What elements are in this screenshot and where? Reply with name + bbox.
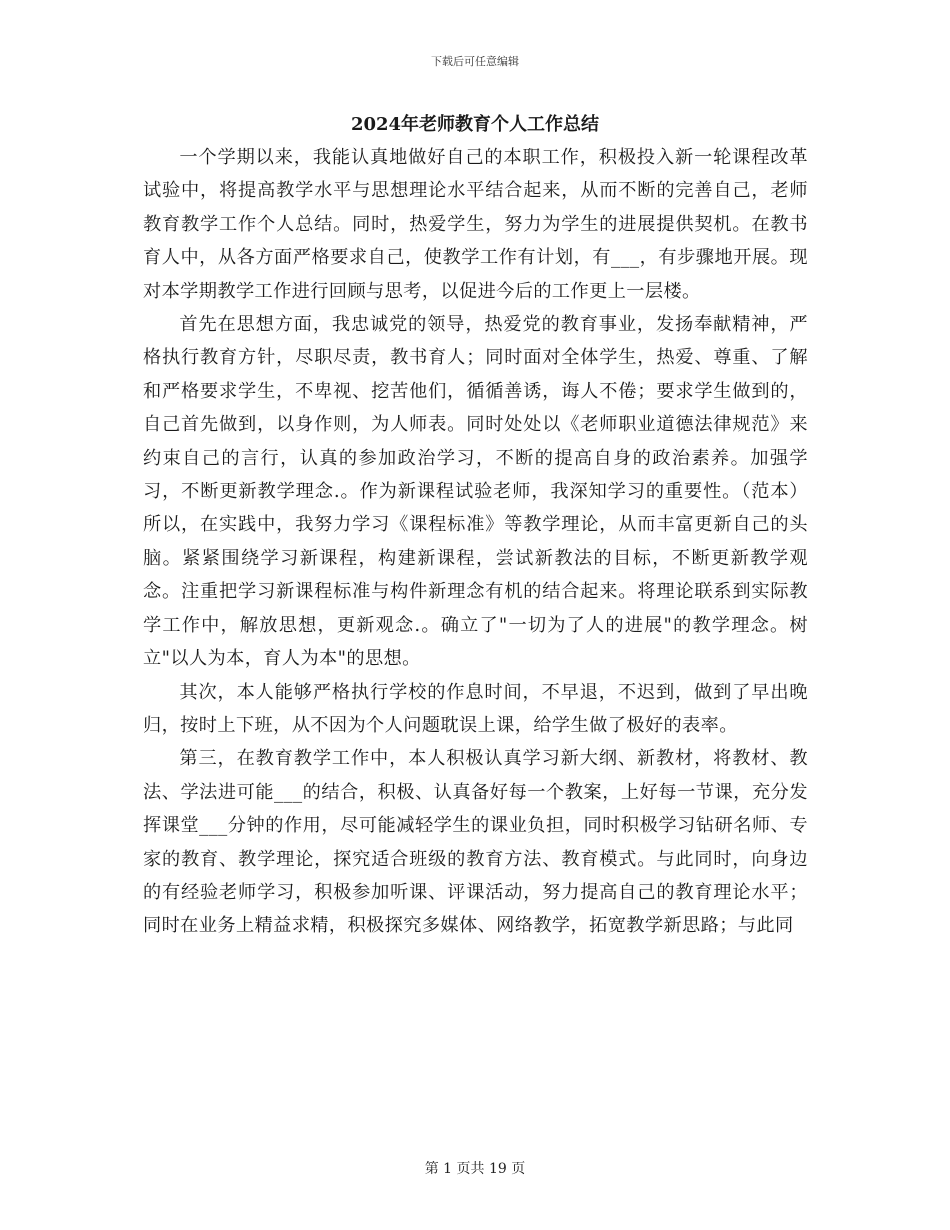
paragraph-discipline: 其次，本人能够严格执行学校的作息时间，不早退，不迟到，做到了早出晚归，按时上下班，从不因为个人问题耽误上课，给学生做了极好的表率。 bbox=[143, 681, 808, 736]
page-header-note: 下载后可任意编辑 bbox=[431, 55, 519, 68]
paragraph-ideology: 首先在思想方面，我忠诚党的领导，热爱党的教育事业，发扬奉献精神，严格执行教育方针，尽职尽责，教书育人；同时面对全体学生，热爱、尊重、了解和严格要求学生，不卑视、挖苦他们，循循善诱，诲人不倦；要求学生做到的，自己首先做到，以身作则，为人师表。同时处处以《老师职业道德法律规范》来约束自己的言行，认真的参加政治学习，不断的提高自身的政治素养。加强学习，不断更新教学理念.。作为新课程试验老师，我深知学习的重要性。（范本）所以，在实践中，我努力学习《课程标准》等教学理论，从而丰富更新自己的头脑。紧紧围绕学习新课程，构建新课程，尝试新教法的目标，不断更新教学观念。注重把学习新课程标准与构件新理念有机的结合起来。将理论联系到实际教学工作中，解放思想，更新观念.。确立了"一切为了人的进展"的教学理念。树立"以人为本，育人为本"的思想。 bbox=[143, 314, 808, 670]
paragraph-teaching: 第三，在教育教学工作中，本人积极认真学习新大纲、新教材，将教材、教法、学法进可能___的结合，积极、认真备好每一个教案，上好每一节课，充分发挥课堂___分钟的作用，尽可能减轻学生的课业负担，同时积极学习钻研名师、专家的教育、教学理论，探究适合班级的教育方法、教育模式。与此同时，向身边的有经验老师学习，积极参加听课、评课活动，努力提高自己的教育理论水平；同时在业务上精益求精，积极探究多媒体、网络教学，拓宽教学新思路；与此同 bbox=[143, 748, 808, 937]
document-body bbox=[143, 141, 808, 943]
document-title: 2024年老师教育个人工作总结 bbox=[350, 114, 600, 135]
page-number: 第 1 页共 19 页 bbox=[424, 1161, 526, 1177]
paragraph-intro: 一个学期以来，我能认真地做好自己的本职工作，积极投入新一轮课程改革试验中，将提高教学水平与思想理论水平结合起来，从而不断的完善自己，老师教育教学工作个人总结。同时，热爱学生，努力为学生的进展提供契机。在教书育人中，从各方面严格要求自己，使教学工作有计划，有___，有步骤地开展。现对本学期教学工作进行回顾与思考，以促进今后的工作更上一层楼。 bbox=[143, 147, 808, 302]
